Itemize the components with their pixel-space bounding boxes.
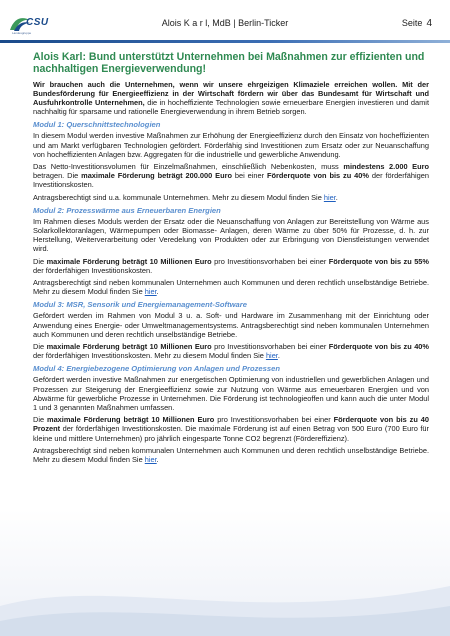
header-title: Alois K a r l, MdB | Berlin-Ticker [161, 18, 289, 28]
bold-text: maximale Förderung beträgt 200.000 Euro [81, 171, 232, 181]
module-2-link[interactable]: hier [144, 287, 157, 297]
text-span: Die [33, 256, 47, 266]
text-span: Antragsberechtigt sind neben kommunalen Unternehmen auch Kommunen und deren rechtlich unselbständige Betriebe. Mehr zu diesem Modul finden Sie [33, 278, 429, 297]
bold-text: maximale Förderung beträgt 10 Millionen Euro [47, 415, 215, 425]
bold-text: Förderquote von bis zu 40% [267, 171, 369, 181]
text-span: Die [33, 415, 47, 425]
module-2-eligibility [33, 278, 429, 296]
text-span: Das Netto-Investitionsvolumen für Einzelmaßnahmen, einschließlich Nebenkosten, muss [33, 162, 344, 172]
module-1-heading: Modul 1: Querschnittstechnologien [33, 120, 161, 130]
article [33, 52, 429, 467]
text-span: der förderfähigen Investitionskosten. [33, 265, 153, 275]
text-span: der förderfähigen Investitionskosten. Mehr zu diesem Modul finden Sie [33, 351, 266, 361]
bold-text: maximale Förderung beträgt 10 Millionen Euro [46, 342, 212, 352]
text-span: . [335, 192, 338, 202]
module-4-heading: Modul 4: Energiebezogene Optimierung von Anlagen und Prozessen [33, 364, 280, 374]
module-1-funding [33, 162, 429, 190]
bold-text: Förderquote von bis zu 40% [328, 342, 429, 352]
text-span: Antragsberechtigt sind neben kommunalen Unternehmen auch Kommunen und deren rechtlich unselbständige Betriebe. Mehr zu diesem Modul finden Sie [33, 445, 429, 465]
background-wave-decoration [0, 566, 450, 636]
intro-bold-text: Wir brauchen auch die Unternehmen, wenn wir unsere ehrgeizigen Klimaziele erreichen wollen. Mit der Bundesförderung für Energieeffizienz in der Wirtschaft fördern wir über das Bundesamt für Wirtschaft und Ausfuhrkontrolle Unternehmen, [33, 79, 429, 107]
bold-text: mindestens 2.000 Euro [343, 162, 429, 172]
bold-text: maximale Förderung beträgt 10 Millionen Euro [46, 256, 212, 266]
page-label: Seite [401, 18, 423, 28]
intro-text: die in hocheffiziente Technologien sowie erneuerbare Energien investieren und damit nachhaltig für sparsame und rationelle Energieverwendung in ihrem Betrieb sorgen. [33, 98, 429, 117]
header-divider [0, 40, 450, 43]
bold-text: Förderquote von bis zu 40 Prozent [33, 415, 429, 434]
module-2-heading: Modul 2: Prozesswärme aus Erneuerbaren Energien [33, 205, 221, 215]
module-3-description: Gefördert werden im Rahmen von Modul 3 u. a. Soft- und Hardware im Zusammenhang mit der Einrichtung oder Anwendung eines Energie- oder Umweltmanagementsystems. Antragsberechtigt sind neben kommunalen Unternehmen auch Kommunen und deren rechtlich unselbständige Betriebe. [33, 311, 429, 339]
text-span: der förderfähigen Investitionskosten. Die maximale Förderung ist auf einen Betrag von 500 Euro (700 Euro für kleine und mittlere Unternehmen) pro jährlich eingesparte Tonne CO2 begrenzt (Fördereffizienz). [33, 424, 429, 443]
text-span: bei einer [231, 171, 267, 181]
intro-paragraph [33, 80, 429, 117]
text-span: . [156, 455, 159, 465]
text-span: der förderfähigen Investitionskosten. [33, 171, 429, 190]
bold-text: Förderquote von bis zu 55% [328, 256, 429, 266]
module-3-link[interactable]: hier [265, 351, 278, 361]
page-header [0, 0, 450, 46]
logo-text: CSU [26, 17, 49, 28]
page-indicator [402, 18, 432, 29]
text-span: betragen. Die [33, 171, 82, 181]
logo-subtitle: Landesgruppe [12, 31, 32, 35]
module-4-eligibility [33, 446, 429, 464]
module-1-description: In diesem Modul werden investive Maßnahmen zur Erhöhung der Energieeffizienz durch den Einsatz von hocheffizienten und am Markt verfügbaren Technologien gefördert. Förderfähig sind Investitionen zum Ersatz oder zur Neuanschaffung von hocheffizienten Anlagen bzw. Aggregaten für die industrielle und gewerbliche Anwendung. [33, 131, 429, 159]
module-1-link[interactable]: hier [323, 192, 336, 202]
module-4-description: Gefördert werden investive Maßnahmen zur energetischen Optimierung von industriellen und gewerblichen Anlagen und Prozessen zur Steigerung der Energieeffizienz sowie zur Nutzung von Wärme aus erneuerbaren Energien und von Abwärme für gewerbliche Prozesse in Unternehmen. Die Förderung ist technologieoffen und kann auch die unter Modul 1 und 3 genannten Maßnahmen umfassen. [33, 375, 429, 413]
module-2-funding [33, 257, 429, 275]
module-3-heading: Modul 3: MSR, Sensorik und Energiemanagement-Software [33, 300, 247, 310]
module-3-funding [33, 342, 429, 360]
text-span: pro Investitionsvorhaben bei einer [211, 342, 329, 352]
module-2-description: Im Rahmen dieses Moduls werden der Ersatz oder die Neuanschaffung von Anlagen zur Bereitstellung von Wärme aus Solarkollektoranlagen, Wärmepumpen oder Biomasse- Anlagen, deren Wärme zu über 50% für Prozesse, d. h. zur Herstellung, Weiterverarbeitung oder Veredelung von Produkten oder zur Erbringung von Dienstleistungen verwendet wird. [33, 216, 429, 254]
module-4-funding [33, 415, 429, 443]
module-1-eligibility [33, 193, 429, 202]
text-span: . [156, 287, 159, 297]
text-span: Die [33, 342, 47, 352]
text-span: . [277, 351, 280, 361]
text-span: pro Investitionsvorhaben bei einer [214, 415, 334, 425]
article-headline: Alois Karl: Bund unterstützt Unternehmen bei Maßnahmen zur effizienten und nachhaltigen Energieverwendung! [33, 51, 425, 75]
module-4-link[interactable]: hier [144, 455, 157, 465]
text-span: Antragsberechtigt sind u.a. kommunale Unternehmen. Mehr zu diesem Modul finden Sie [33, 192, 324, 202]
text-span: pro Investitionsvorhaben bei einer [211, 256, 329, 266]
page-number: 4 [426, 18, 432, 29]
